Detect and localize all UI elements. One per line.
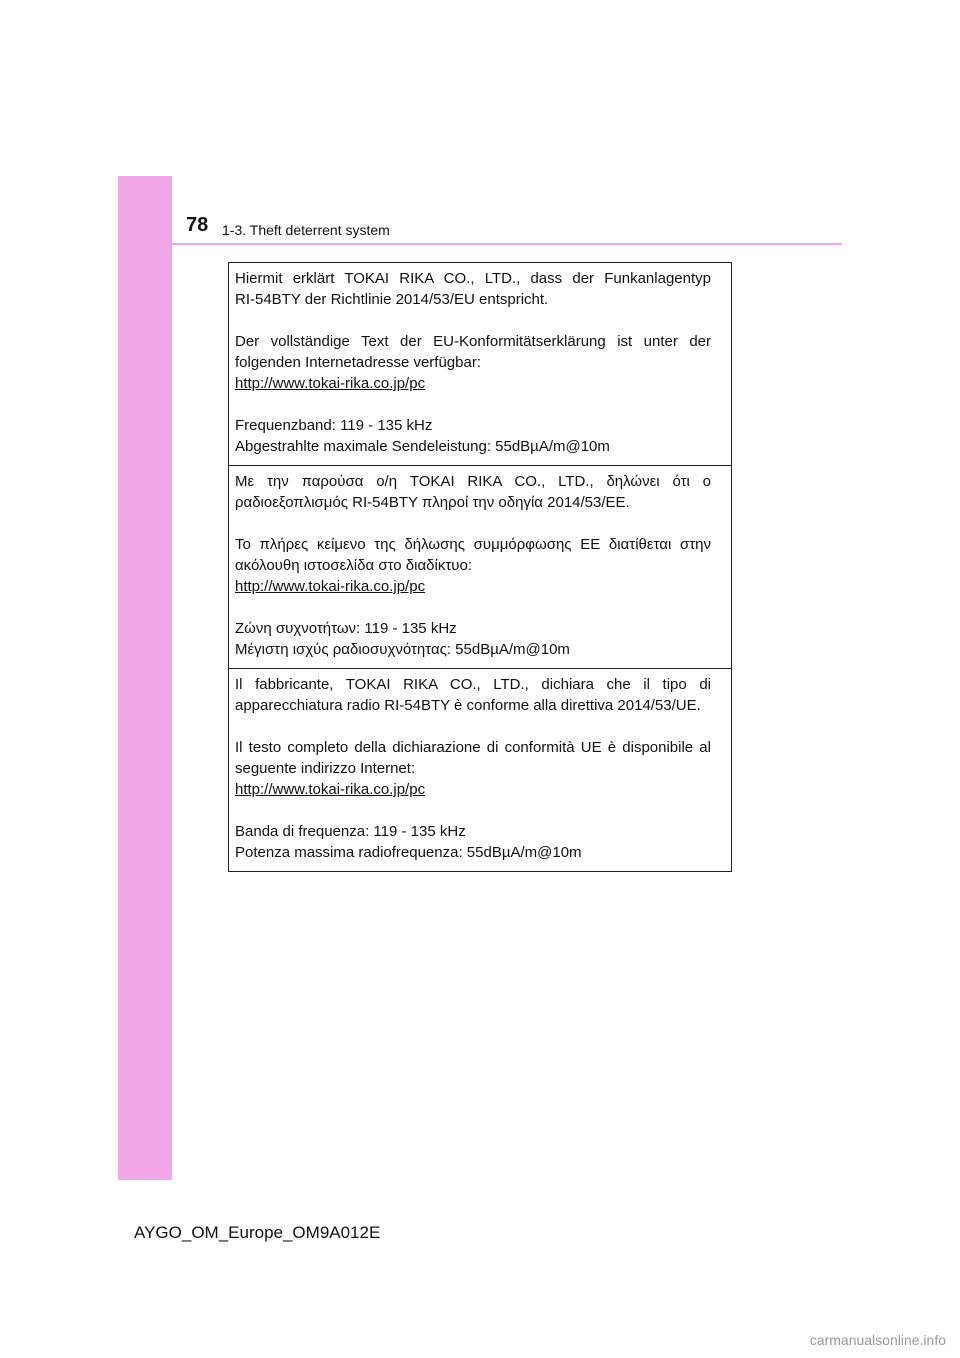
availability-text-line: Το πλήρες κείμενο της δήλωσης συμμόρφωσης ΕΕ διατίθεται στην	[235, 536, 711, 553]
declaration-italian	[229, 668, 731, 871]
declaration-german	[229, 263, 731, 465]
availability-text-line: Il testo completo della dichiarazione di conformità UE è disponibile al	[235, 739, 711, 756]
declaration-box	[228, 262, 732, 872]
declaration-link[interactable]: http://www.tokai-rika.co.jp/pc	[235, 578, 426, 595]
declaration-text-line: Με την παρούσα ο/η TOKAI RIKA CO., LTD., δηλώνει ότι ο	[235, 473, 711, 490]
frequency-band: Frequenzband: 119 - 135 kHz	[235, 417, 433, 434]
max-power: Potenza massima radiofrequenza: 55dBµA/m@10m	[235, 844, 582, 861]
max-power: Μέγιστη ισχύς ραδιοσυχνότητας: 55dBµA/m@10m	[235, 641, 570, 658]
declaration-link[interactable]: http://www.tokai-rika.co.jp/pc	[235, 375, 426, 392]
max-power: Abgestrahlte maximale Sendeleistung: 55dBµA/m@10m	[235, 438, 610, 455]
availability-text-line: ακόλουθη ιστοσελίδα στο διαδίκτυο:	[235, 557, 472, 574]
header-divider	[172, 243, 842, 245]
availability-text-line: Der vollständige Text der EU-Konformitätserklärung ist unter der	[235, 333, 711, 350]
declaration-text-line: Hiermit erklärt TOKAI RIKA CO., LTD., dass der Funkanlagentyp	[235, 270, 711, 287]
document-code: AYGO_OM_Europe_OM9A012E	[134, 1223, 381, 1242]
availability-text-line: folgenden Internetadresse verfügbar:	[235, 354, 481, 371]
page-number: 78	[186, 214, 209, 236]
declaration-text-line: Il fabbricante, TOKAI RIKA CO., LTD., dichiara che il tipo di	[235, 676, 711, 693]
declaration-text-line: ραδιοεξοπλισμός RI-54BTY πληροί την οδηγία 2014/53/ΕΕ.	[235, 494, 630, 511]
frequency-band: Ζώνη συχνοτήτων: 119 - 135 kHz	[235, 620, 457, 637]
frequency-band: Banda di frequenza: 119 - 135 kHz	[235, 823, 466, 840]
availability-text-line: seguente indirizzo Internet:	[235, 760, 416, 777]
section-tab-sidebar	[118, 176, 172, 1180]
section-title: 1-3. Theft deterrent system	[222, 222, 390, 238]
declaration-greek	[229, 465, 731, 668]
declaration-text-line: apparecchiatura radio RI-54BTY è conforme alla direttiva 2014/53/UE.	[235, 697, 701, 714]
declaration-link[interactable]: http://www.tokai-rika.co.jp/pc	[235, 781, 426, 798]
site-watermark: carmanualsonline.info	[809, 1332, 946, 1348]
declaration-text-line: RI-54BTY der Richtlinie 2014/53/EU entspricht.	[235, 291, 549, 308]
